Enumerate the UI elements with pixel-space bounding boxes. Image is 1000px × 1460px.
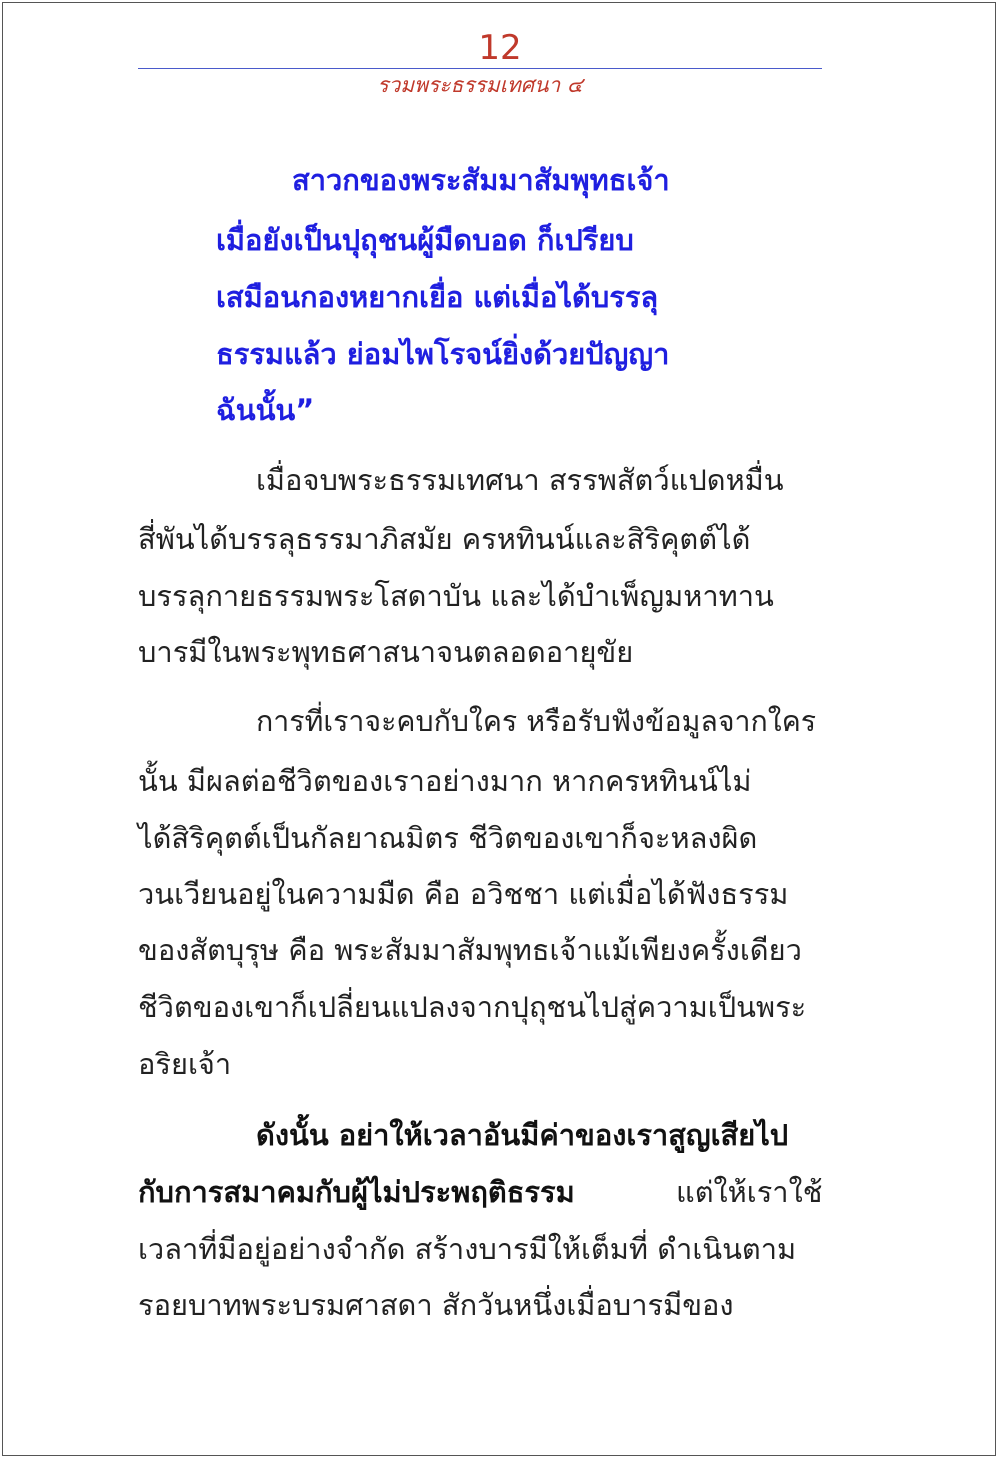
- paragraph-line: อริยเจ้า: [138, 1047, 232, 1081]
- quote-line: ธรรมแล้ว ย่อมไพโรจน์ยิ่งด้วยปัญญา: [216, 337, 670, 371]
- paragraph-line: แต่ให้เราใช้: [676, 1175, 823, 1209]
- paragraph-line: ชีวิตของเขาก็เปลี่ยนแปลงจากปุถุชนไปสู่ความเป็นพระ: [138, 990, 807, 1024]
- quote-line: เสมือนกองหยากเยื่อ แต่เมื่อได้บรรลุ: [216, 280, 659, 314]
- running-title: รวมพระธรรมเทศนา ๔: [377, 73, 583, 97]
- paragraph-line: นั้น มีผลต่อชีวิตของเราอย่างมาก หากครหทินน์ไม่: [138, 764, 752, 798]
- paragraph-line: บารมีในพระพุทธศาสนาจนตลอดอายุขัย: [138, 635, 634, 669]
- paragraph-line: เมื่อจบพระธรรมเทศนา สรรพสัตว์แปดหมื่น: [256, 463, 784, 497]
- emphasis-line: ดังนั้น อย่าให้เวลาอันมีค่าของเราสูญเสียไป: [256, 1118, 789, 1152]
- paragraph-line: เวลาที่มีอยู่อย่างจำกัด สร้างบารมีให้เต็มที่ ดำเนินตาม: [138, 1232, 797, 1266]
- paragraph-line: บรรลุกายธรรมพระโสดาบัน และได้บำเพ็ญมหาทาน: [138, 579, 774, 613]
- page-number: 12: [478, 28, 522, 68]
- quote-line: เมื่อยังเป็นปุถุชนผู้มืดบอด ก็เปรียบ: [216, 223, 634, 257]
- quote-line: ฉันนั้น”: [216, 393, 315, 427]
- paragraph-line: วนเวียนอยู่ในความมืด คือ อวิชชา แต่เมื่อได้ฟังธรรม: [138, 877, 789, 911]
- paragraph-line: รอยบาทพระบรมศาสดา สักวันหนึ่งเมื่อบารมีของ: [138, 1288, 734, 1322]
- emphasis-line: กับการสมาคมกับผู้ไม่ประพฤติธรรม: [138, 1175, 575, 1209]
- paragraph-line: ได้สิริคุตต์เป็นกัลยาณมิตร ชีวิตของเขาก็จะหลงผิด: [138, 821, 758, 855]
- paragraph-line: การที่เราจะคบกับใคร หรือรับฟังข้อมูลจากใคร: [256, 705, 817, 738]
- quote-line: สาวกของพระสัมมาสัมพุทธเจ้า: [292, 163, 670, 197]
- header-divider: [138, 68, 822, 69]
- paragraph-line: สี่พันได้บรรลุธรรมาภิสมัย ครหทินน์และสิริคุตต์ได้: [138, 522, 751, 556]
- paragraph-line: ของสัตบุรุษ คือ พระสัมมาสัมพุทธเจ้าแม้เพียงครั้งเดียว: [138, 933, 802, 967]
